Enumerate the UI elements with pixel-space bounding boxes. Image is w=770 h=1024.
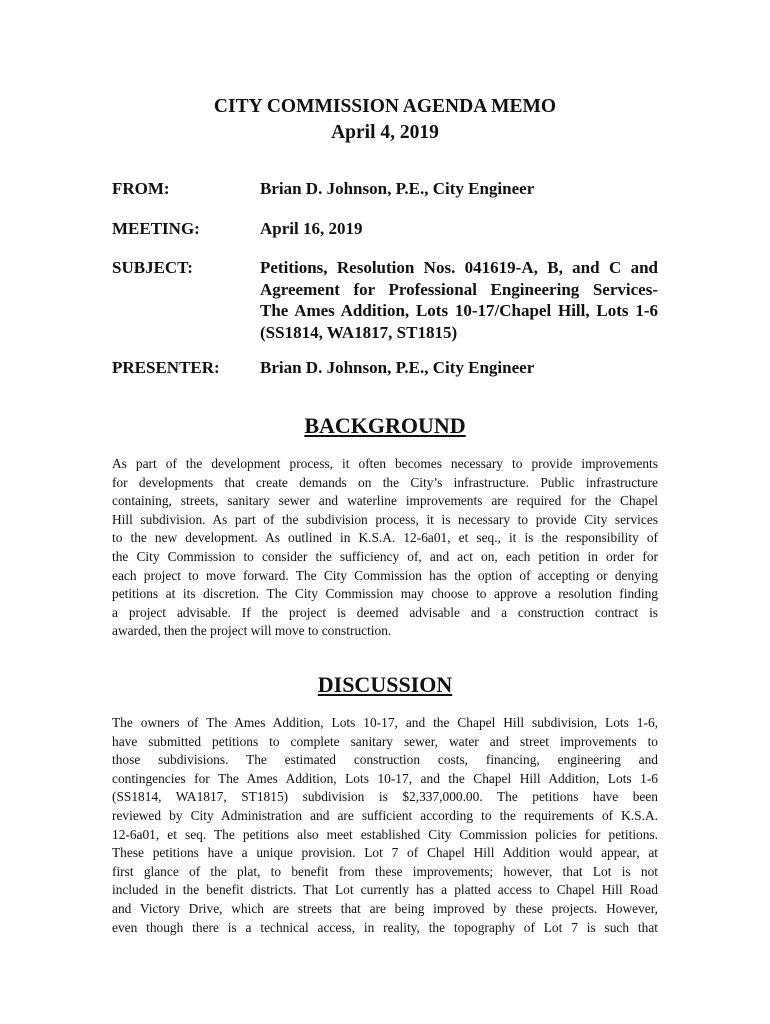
paragraph-line: Hill subdivision. As part of the subdivision process, it is necessary to provide City services xyxy=(112,511,658,527)
meeting-label: MEETING: xyxy=(112,219,200,238)
memo-title: CITY COMMISSION AGENDA MEMO xyxy=(213,96,557,117)
presenter-label: PRESENTER: xyxy=(112,358,220,377)
paragraph-line: have submitted petitions to complete sanitary sewer, water and street improvements to xyxy=(112,733,658,749)
subject-line: The Ames Addition, Lots 10-17/Chapel Hill, Lots 1-6 xyxy=(260,301,658,320)
background-heading: BACKGROUND xyxy=(304,413,466,438)
paragraph-line: containing, streets, sanitary sewer and waterline improvements are required for the Chapel xyxy=(112,493,658,509)
paragraph-line: petitions at its discretion. The City Commission may choose to approve a resolution finding xyxy=(112,586,658,602)
paragraph-line: The owners of The Ames Addition, Lots 10-17, and the Chapel Hill subdivision, Lots 1-6, xyxy=(112,715,658,730)
paragraph-line: As part of the development process, it often becomes necessary to provide improvements xyxy=(112,456,658,471)
memo-date: April 4, 2019 xyxy=(331,122,439,143)
paragraph-line: awarded, then the project will move to construction. xyxy=(112,623,392,639)
paragraph-line: included in the benefit districts. That Lot currently has a platted access to Chapel Hill Road xyxy=(112,882,658,898)
from-label: FROM: xyxy=(112,179,170,198)
subject-line: Agreement for Professional Engineering Services- xyxy=(260,279,658,299)
paragraph-line: first glance of the plat, to benefit from these improvements; however, that Lot is not xyxy=(112,863,658,879)
meeting-value: April 16, 2019 xyxy=(260,219,363,238)
paragraph-line: 12-6a01, et seq. The petitions also meet established City Commission policies for petitions. xyxy=(112,826,658,842)
paragraph-line: to the new development. As outlined in K.S.A. 12-6a01, et seq., it is the responsibility of xyxy=(112,530,658,546)
discussion-paragraph xyxy=(112,714,658,937)
paragraph-line: each project to move forward. The City Commission has the option of accepting or denying xyxy=(112,567,658,583)
paragraph-line: contingencies for The Ames Addition, Lots 10-17, and the Chapel Hill Addition, Lots 1-6 xyxy=(112,770,658,786)
paragraph-line: for developments that create demands on the City’s infrastructure. Public infrastructure xyxy=(112,474,658,490)
background-paragraph xyxy=(112,455,658,641)
paragraph-line: those subdivisions. The estimated construction costs, financing, engineering and xyxy=(112,752,658,768)
subject-value xyxy=(260,257,658,343)
paragraph-line: the City Commission to consider the sufficiency of, and act on, each petition in order for xyxy=(112,548,658,564)
paragraph-line: reviewed by City Administration and are sufficient according to the requirements of K.S.A. xyxy=(112,807,658,823)
presenter-value: Brian D. Johnson, P.E., City Engineer xyxy=(260,358,535,377)
paragraph-line: and Victory Drive, which are streets that are being improved by these projects. However, xyxy=(112,900,658,916)
subject-line: Petitions, Resolution Nos. 041619-A, B, and C and xyxy=(260,258,658,277)
subject-line: (SS1814, WA1817, ST1815) xyxy=(260,322,458,342)
paragraph-line: even though there is a technical access, in reality, the topography of Lot 7 is such that xyxy=(112,919,658,935)
paragraph-line: These petitions have a unique provision. Lot 7 of Chapel Hill Addition would appear, at xyxy=(112,845,658,861)
paragraph-line: a project advisable. If the project is deemed advisable and a construction contract is xyxy=(112,604,658,620)
subject-label: SUBJECT: xyxy=(112,258,193,277)
discussion-heading: DISCUSSION xyxy=(317,672,453,697)
paragraph-line: (SS1814, WA1817, ST1815) subdivision is $2,337,000.00. The petitions have been xyxy=(112,789,658,805)
from-value: Brian D. Johnson, P.E., City Engineer xyxy=(260,179,535,198)
